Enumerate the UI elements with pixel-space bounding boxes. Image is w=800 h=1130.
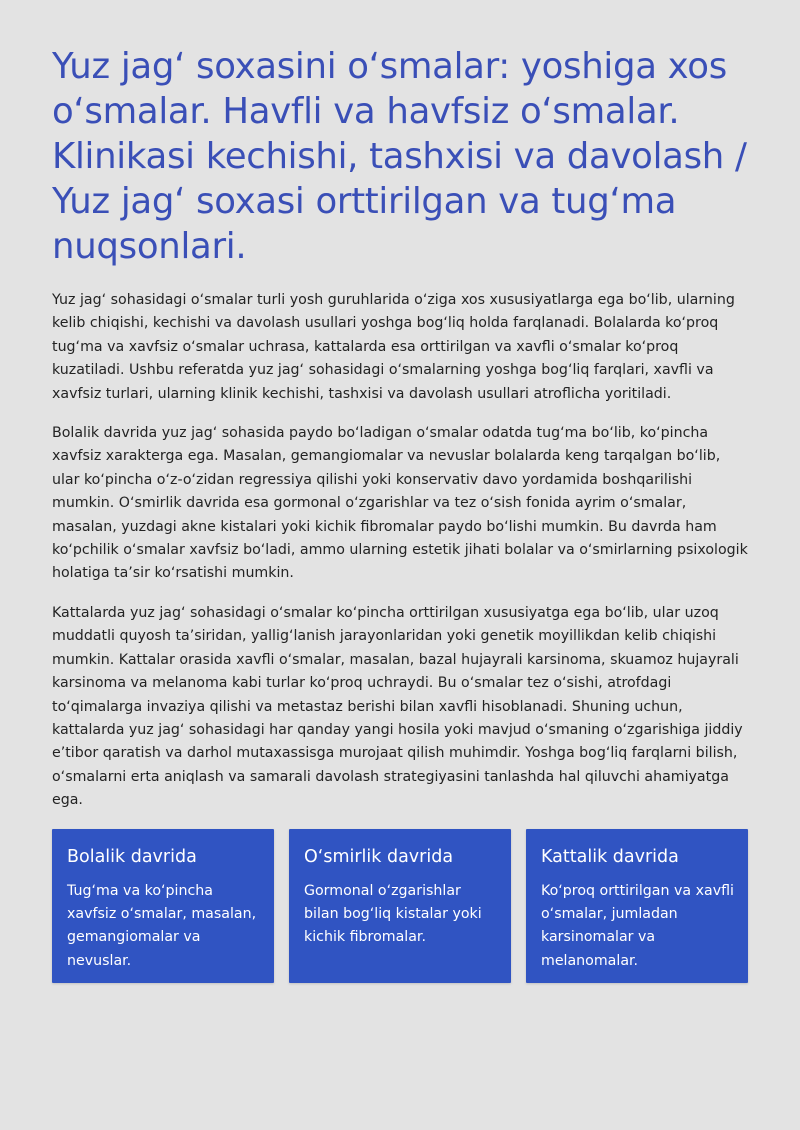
card-text: Gormonal o‘zgarishlar bilan bog‘liq kistalar yoki kichik fibromalar. xyxy=(304,882,482,946)
card-adolescence xyxy=(289,829,511,983)
card-text: Tug‘ma va ko‘pincha xavfsiz o‘smalar, masalan, gemangiomalar va nevuslar. xyxy=(67,882,257,969)
adulthood-paragraph: Kattalarda yuz jag‘ sohasidagi o‘smalar ko‘pincha orttirilgan xususiyatga ega bo‘lib, ular uzoq muddatli quyosh ta’siridan, yallig‘lanish jarayonlaridan yoki genetik moyillikdan kelib chiqishi mumkin. Kattalar orasida xavfli o‘smalar, masalan, bazal hujayrali karsinoma, skuamoz hujayrali karsinoma va melanoma kabi turlar ko‘proq uchraydi. Bu o‘smalar tez o‘sishi, atrofdagi to‘qimalarga invaziya qilishi va metastaz berishi bilan xavfli hisoblanadi. Shuning uchun, kattalarda yuz jag‘ sohasidagi har qanday yangi hosila yoki mavjud o‘smaning o‘zgarishiga jiddiy e’tibor qaratish va darhol mutaxassisga murojaat qilish muhimdir. Yoshga bog‘liq farqlarni bilish, o‘smalarni erta aniqlash va samarali davolash strategiyasini tanlashda hal qiluvchi ahamiyatga ega. xyxy=(52,604,743,809)
card-title: Bolalik davrida xyxy=(67,846,197,867)
age-group-cards xyxy=(52,829,748,983)
page-title: Yuz jag‘ soxasini o‘smalar: yoshiga xos o‘smalar. Havfli va havfsiz o‘smalar. Klinikasi kechishi, tashxisi va davolash / Yuz jag‘ soxasi orttirilgan va tug‘ma nuqsonlari. xyxy=(52,46,747,267)
card-adulthood xyxy=(526,829,748,983)
childhood-paragraph: Bolalik davrida yuz jag‘ sohasida paydo bo‘ladigan o‘smalar odatda tug‘ma bo‘lib, ko‘pincha xavfsiz xarakterga ega. Masalan, gemangiomalar va nevuslar bolalarda keng tarqalgan bo‘lib, ular ko‘pincha o‘z-o‘zidan regressiya qilishi yoki konservativ davo yordamida boshqarilishi mumkin. O‘smirlik davrida esa gormonal o‘zgarishlar va tez o‘sish fonida ayrim o‘smalar, masalan, yuzdagi akne kistalari yoki kichik fibromalar paydo bo‘lishi mumkin. Bu davrda ham ko‘pchilik o‘smalar xavfsiz bo‘ladi, ammo ularning estetik jihati bolalar va o‘smirlarning psixologik holatiga ta’sir ko‘rsatishi mumkin. xyxy=(52,425,748,582)
intro-paragraph: Yuz jag‘ sohasidagi o‘smalar turli yosh guruhlarida o‘ziga xos xususiyatlarga ega bo‘lib, ularning kelib chiqishi, kechishi va davolash usullari yoshga bog‘liq holda farqlanadi. Bolalarda ko‘proq tug‘ma va xavfsiz o‘smalar uchrasa, kattalarda esa orttirilgan va xavfli o‘smalar ko‘proq kuzatiladi. Ushbu referatda yuz jag‘ sohasidagi o‘smalarning yoshga bog‘liq farqlari, xavfli va xavfsiz turlari, ularning klinik kechishi, tashxisi va davolash usullari atroflicha yoritiladi. xyxy=(52,292,735,402)
card-title: Kattalik davrida xyxy=(541,846,679,867)
card-text: Ko‘proq orttirilgan va xavfli o‘smalar, jumladan karsinomalar va melanomalar. xyxy=(541,882,734,969)
card-childhood xyxy=(52,829,274,983)
card-title: O‘smirlik davrida xyxy=(304,846,454,867)
